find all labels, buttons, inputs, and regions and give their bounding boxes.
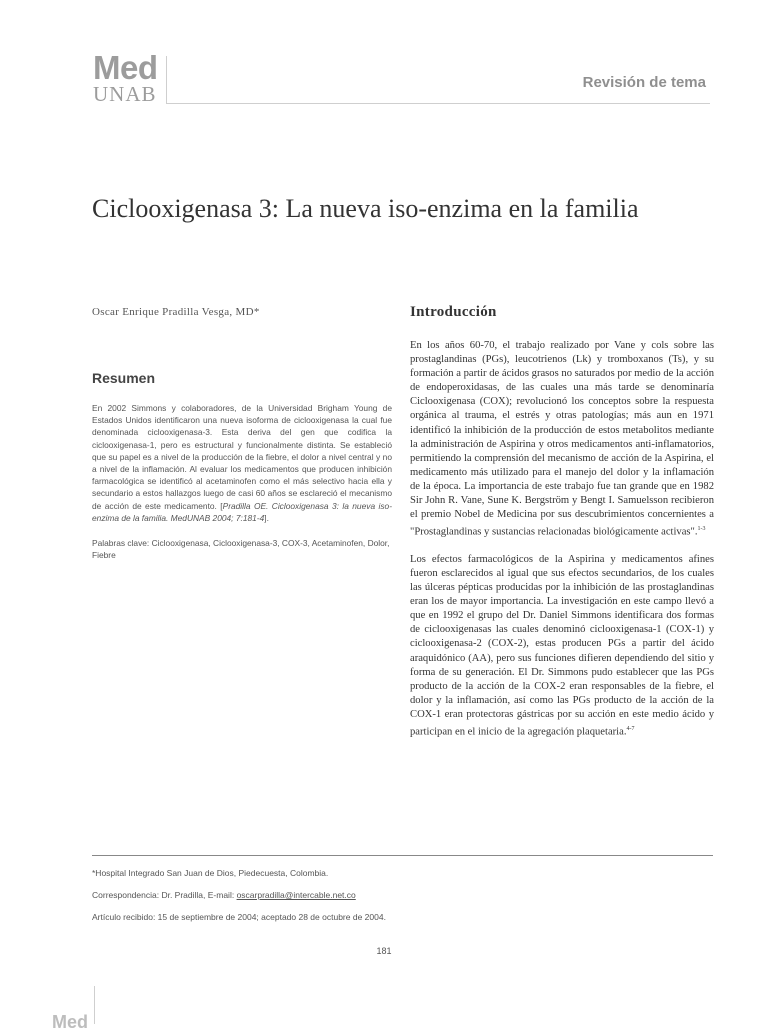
- abstract-text: [92, 402, 392, 524]
- footer-divider: [94, 986, 95, 1024]
- header-rule: [166, 103, 710, 104]
- affiliation-note: *Hospital Integrado San Juan de Dios, Piedecuesta, Colombia.: [92, 868, 329, 878]
- logo-unab-text: UNAB: [93, 82, 157, 106]
- footnote-divider: [92, 855, 713, 856]
- email-link[interactable]: oscarpradilla@intercable.net.co: [236, 890, 356, 900]
- logo-med-text: Med: [93, 49, 158, 86]
- abstract-body: En 2002 Simmons y colaboradores, de la Universidad Brigham Young de Estados Unidos identificaron una nueva isoforma de ciclooxigenasa la cual fue denominada ciclooxigenasa-3. Esta deriva del gen que codifica la ciclooxigenasa-1, pero es estructural y funcionalmente distinta. Se estableció que su papel es a nivel de la producción de la fiebre, el dolor a nivel central y no a nivel de la inflamación. Al evaluar los medicamentos que producen inhibición farmacológica se identificó al acetaminofen como el más selectivo hacia ella y secundario a estos hallazgos luego de casi 60 años se esclareció el mecanismo de acción de este medicamento. [: [92, 403, 392, 511]
- logo-divider: [166, 56, 167, 104]
- paragraph-1-text: En los años 60-70, el trabajo realizado por Vane y cols sobre las prostaglandinas (PGs), leucotrienos (Lk) y tromboxanos (Ts), y su formación a partir de ácidos grasos no saturados por medio de la acción de endoperoxidasas, de las cuales una más tarde se denominaría Ciclooxigenasa (COX); revolucionó los conceptos sobre la respuesta orgánica al trauma, el estrés y otras patologías; más aun en 1971 identificó la inhibición de la producción de estos metabolitos mediante la administración de Aspirina y otros medicamentos anti-inflamatorios, permitiendo la comprensión del mecanismo de acción de la Aspirina, el medicamento más utilizado para el manejo del dolor y la inflamación de la época. La importancia de este trabajo fue tan grande que en 1982 Sir John R. Vane, Sune K. Bergström y Bengt I. Samuelsson recibieron el premio Nobel de Medicina por sus descubrimientos concernientes a "Prostaglandinas y sustancias relacionadas biológicamente activas".: [410, 340, 714, 538]
- correspondence-note: [92, 890, 713, 901]
- reference-superscript: 1-3: [697, 526, 706, 533]
- footer-logo: Med: [52, 1012, 88, 1032]
- footnotes: [92, 868, 713, 934]
- abstract-citation-end: ].: [264, 512, 269, 523]
- abstract-heading: Resumen: [92, 370, 156, 386]
- received-note: Artículo recibido: 15 de septiembre de 2004; aceptado 28 de octubre de 2004.: [92, 912, 386, 922]
- introduction-heading: Introducción: [410, 304, 497, 320]
- paragraph-2-text: Los efectos farmacológicos de la Aspirina y medicamentos afines fueron esclarecidos al igual que sus efectos secundarios, de los cuales las úlceras pépticas producidas por la inhibición de las prostaglandinas eran los de mayor importancia. La investigación en este campo llevó a que en 1992 el grupo del Dr. Daniel Simmons identificara dos formas de ciclooxigenasas las cuales denominó ciclooxigenasa-1 (COX-1) y ciclooxigenasa-2 (COX-2), estas producen PGs a partir del ácido araquidónico (AA), pero sus funciones difieren dependiendo del sitio y forma de su generación. El Dr. Simmons pudo establecer que las PGs producto de la acción de la COX-2 eran responsables de la fiebre, el dolor y la inflamación, así como las PGs producto de la acción de la COX-1 eran protectoras gástricas por su acción en este medio ácido y participan en el inicio de la agregación plaquetaria.: [410, 553, 714, 738]
- introduction-paragraph-1: [410, 339, 714, 540]
- abstract-column: [92, 370, 392, 561]
- article-author: Oscar Enrique Pradilla Vesga, MD*: [92, 306, 260, 318]
- introduction-paragraph-2: [410, 553, 714, 740]
- correspondence-label: Correspondencia: Dr. Pradilla, E-mail:: [92, 890, 237, 900]
- abstract-citation: Pradilla OE. Ciclooxigenasa 3: la nueva iso-enzima de la familia. MedUNAB 2004; 7:181-4: [92, 500, 392, 523]
- introduction-column: [410, 304, 714, 753]
- section-type-label: Revisión de tema: [582, 74, 706, 91]
- journal-logo: [93, 49, 158, 106]
- page-number: 181: [376, 946, 392, 956]
- reference-superscript: 4-7: [626, 725, 635, 732]
- keywords: Palabras clave: Ciclooxigenasa, Ciclooxigenasa-3, COX-3, Acetaminofen, Dolor, Fiebre: [92, 538, 390, 561]
- article-title: Ciclooxigenasa 3: La nueva iso-enzima en la familia: [92, 194, 639, 223]
